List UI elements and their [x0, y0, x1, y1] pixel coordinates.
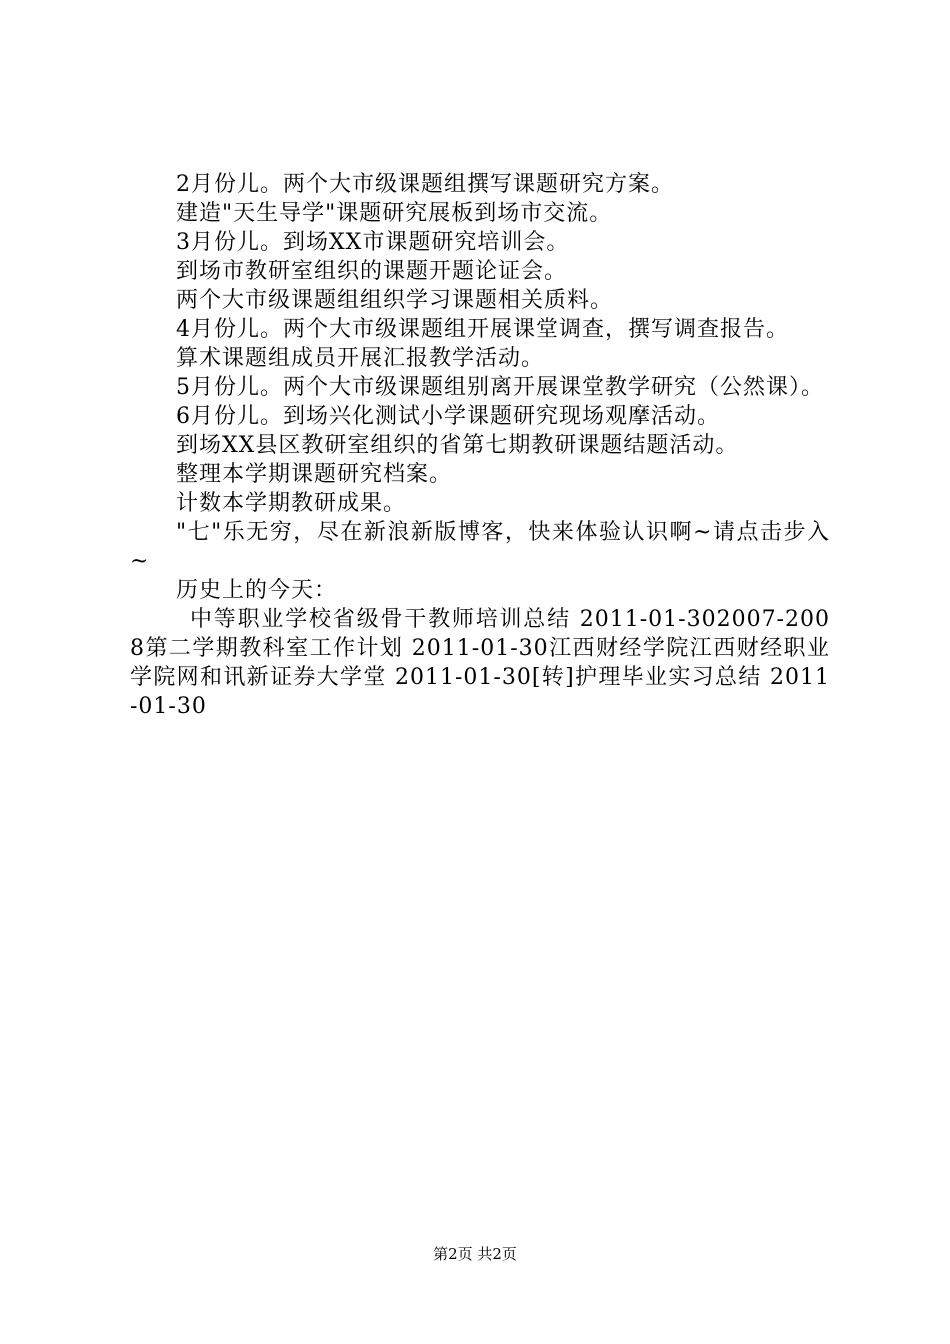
page-footer: 第2页 共2页	[433, 1245, 517, 1263]
document-body	[130, 170, 830, 721]
paragraph-jun-observation: 6月份儿。到场兴化测试小学课题研究现场观摩活动。	[176, 404, 720, 429]
history-items: 中等职业学校省级骨干教师培训总结 2011-01-302007-2008第二学期教科室工作计划 2011-01-30江西财经学院江西财经职业学院网和讯新证券大学堂 2011-01-30[转]护理毕业实习总结 2011-01-30	[130, 607, 830, 719]
paragraph-math-report: 算术课题组成员开展汇报教学活动。	[176, 346, 545, 371]
paragraph-study-materials: 两个大市级课题组组织学习课题相关质料。	[176, 288, 614, 313]
paragraph-archive: 整理本学期课题研究档案。	[176, 462, 453, 487]
paragraph-display-board: 建造"天生导学"课题研究展板到场市交流。	[176, 201, 613, 226]
paragraph-opening-meeting: 到场市教研室组织的课题开题论证会。	[176, 259, 568, 284]
paragraph-mar-training: 3月份儿。到场XX市课题研究培训会。	[176, 230, 570, 255]
paragraph-conclusion-activity: 到场XX县区教研室组织的省第七期教研课题结题活动。	[176, 433, 739, 458]
paragraph-may-research: 5月份儿。两个大市级课题组别离开展课堂教学研究（公然课）。	[176, 375, 824, 400]
history-heading: 历史上的今天：	[176, 578, 338, 603]
paragraph-feb-plan: 2月份儿。两个大市级课题组撰写课题研究方案。	[176, 172, 674, 197]
paragraph-apr-survey: 4月份儿。两个大市级课题组开展课堂调查，撰写调查报告。	[176, 317, 789, 342]
paragraph-results: 计数本学期教研成果。	[176, 491, 407, 516]
paragraph-blog-promo: "七"乐无穷，尽在新浪新版博客，快来体验认识啊~请点击步入~	[130, 520, 830, 574]
